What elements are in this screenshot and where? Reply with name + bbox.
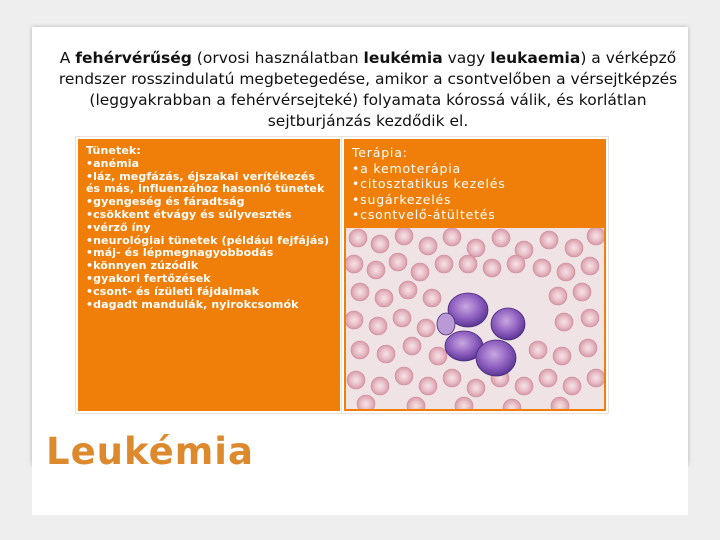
symptom-item: •vérző íny	[86, 220, 151, 234]
therapy-item: •csontvelő-átültetés	[352, 207, 496, 222]
symptom-item: •neurológiai tünetek (például fejfájás)	[86, 233, 330, 247]
term-fehervuruseg: fehérvérűség	[75, 49, 192, 67]
therapy-item: •sugárkezelés	[352, 191, 452, 207]
symptom-item: •dagadt mandulák, nyirokcsomók	[86, 297, 299, 311]
intro-paragraph: A fehérvérűség (orvosi használatban leukémia vagy leukaemia) a vérképző rendszer rosszindulatú megbetegedése, amikor a csontvelőben a vérsejtképzés (leggyakrabban a fehérvérsejteké) folyamata kórossá válik, és korlátlan sejtburjánzás kezdődik el.	[58, 49, 678, 130]
term-leukemia: leukémia	[363, 49, 443, 67]
therapy-item: •a kemoterápia	[352, 160, 461, 176]
symptom-item: •anémia	[86, 156, 140, 170]
symptom-item: •láz, megfázás, éjszakai verítékezés és más, influenzához hasonló tünetek	[86, 169, 325, 196]
page-title: Leukémia	[46, 430, 254, 473]
therapy-title: Terápia:	[352, 145, 408, 160]
symptom-item: •csökkent étvágy és súlyvesztés	[86, 207, 292, 221]
symptom-item: •máj- és lépmegnagyobbodás	[86, 246, 274, 260]
symptom-item: •gyakori fertőzések	[86, 271, 211, 285]
therapy-item: •citosztatikus kezelés	[352, 176, 506, 191]
symptom-item: •gyengeség és fáradtság	[86, 195, 245, 209]
symptoms-panel	[76, 137, 342, 413]
term-leukaemia: leukaemia	[490, 49, 581, 67]
symptoms-title: Tünetek:	[86, 144, 141, 157]
symptom-item: •könnyen zúzódik	[86, 259, 199, 273]
blood-smear-image	[346, 228, 604, 409]
symptom-item: •csont- és ízületi fájdalmak	[86, 284, 260, 298]
